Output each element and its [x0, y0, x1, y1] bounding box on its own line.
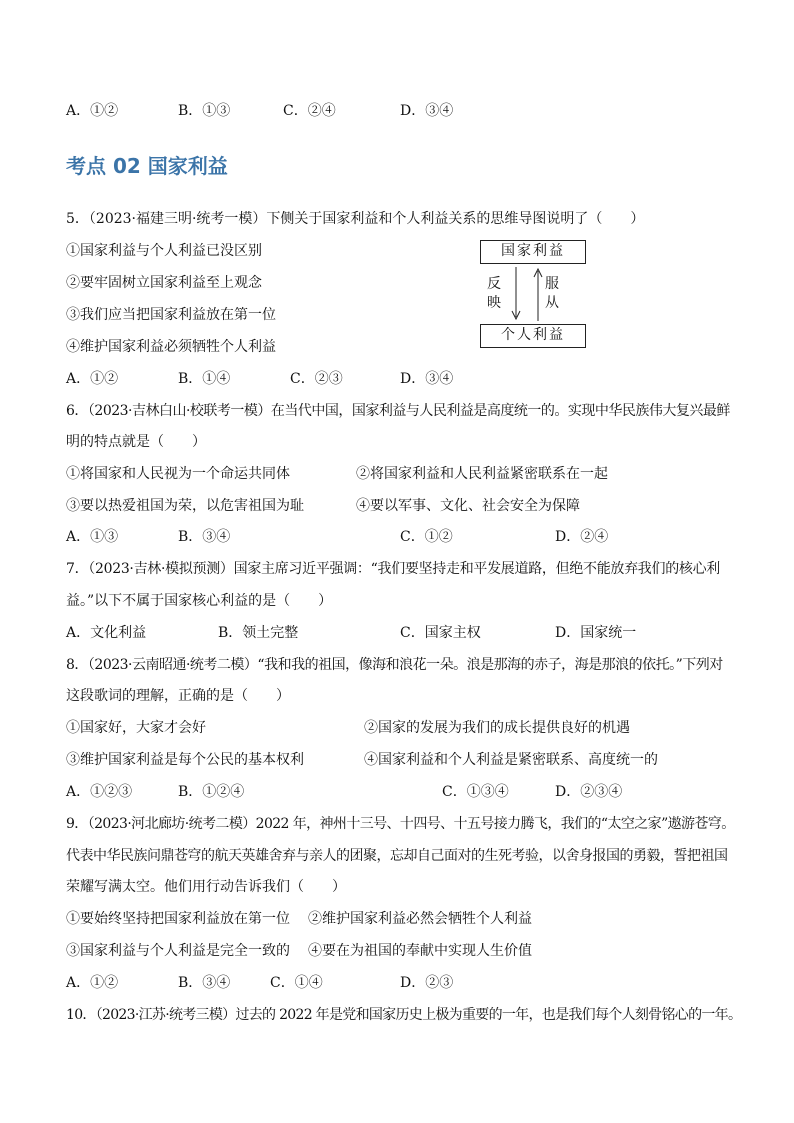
q6-item-3: ③要以热爱祖国为荣，以危害祖国为耻: [66, 498, 304, 514]
q9-option-b: B．③④: [178, 975, 231, 991]
diagram-arrows: [500, 265, 560, 323]
q5-item-1: ①国家利益与个人利益已没区别: [66, 243, 262, 259]
q8-stem-line2: 这段歌词的理解，正确的是（ ）: [66, 688, 290, 704]
q6-option-d: D．②④: [555, 529, 609, 545]
diagram-bottom-box: 个人利益: [480, 324, 586, 348]
q8-option-c: C．①③④: [442, 784, 509, 800]
q5-option-d: D．③④: [400, 371, 454, 387]
q7-option-b: B．领土完整: [218, 625, 299, 641]
q5-option-b: B．①④: [178, 371, 231, 387]
q9-option-d: D．②③: [400, 975, 454, 991]
q6-stem-line1: 6．（2023·吉林白山·校联考一模）在当代中国，国家利益与人民利益是高度统一的。实现中华民族伟大复兴最鲜: [66, 403, 730, 419]
q9-stem-line3: 荣耀写满太空。他们用行动告诉我们（ ）: [66, 879, 346, 895]
prev-option-a: A．①②: [66, 103, 119, 119]
q8-item-4: ④国家利益和个人利益是紧密联系、高度统一的: [364, 752, 658, 768]
section-heading: 考点 02 国家利益: [66, 154, 228, 178]
q7-option-d: D．国家统一: [555, 625, 637, 641]
prev-option-c: C．②④: [283, 103, 336, 119]
q9-item-2: ②维护国家利益必然会牺牲个人利益: [308, 911, 532, 927]
diagram-right-label: 服从: [545, 276, 559, 311]
q9-item-3: ③国家利益与个人利益是完全一致的: [66, 943, 290, 959]
q6-stem-line2: 明的特点就是（ ）: [66, 434, 206, 450]
q6-option-b: B．③④: [178, 529, 231, 545]
prev-option-d: D．③④: [400, 103, 454, 119]
q8-option-d: D．②③④: [555, 784, 623, 800]
diagram-top-box: 国家利益: [480, 240, 586, 264]
q8-item-1: ①国家好，大家才会好: [66, 720, 206, 736]
q9-stem-line2: 代表中华民族问鼎苍穹的航天英雄舍弃与亲人的团聚，忘却自己面对的生死考验，以舍身报国的勇毅，誓把祖国: [66, 848, 728, 864]
q6-option-a: A．①③: [66, 529, 119, 545]
q6-item-2: ②将国家利益和人民利益紧密联系在一起: [356, 466, 608, 482]
q5-item-3: ③我们应当把国家利益放在第一位: [66, 307, 276, 323]
q5-option-a: A．①②: [66, 371, 119, 387]
q9-stem-line1: 9．（2023·河北廊坊·统考二模）2022 年，神州十三号、十四号、十五号接力腾飞，我们的“太空之家”遨游苍穹。: [66, 816, 735, 832]
q6-item-1: ①将国家和人民视为一个命运共同体: [66, 466, 290, 482]
q7-option-c: C．国家主权: [400, 625, 481, 641]
q6-option-c: C．①②: [400, 529, 453, 545]
q9-item-4: ④要在为祖国的奉献中实现人生价值: [308, 943, 532, 959]
q7-stem-line2: 益。”以下不属于国家核心利益的是（ ）: [66, 593, 333, 609]
q7-option-a: A．文化利益: [66, 625, 147, 641]
diagram-left-label: 反映: [487, 276, 501, 311]
q8-item-2: ②国家的发展为我们的成长提供良好的机遇: [364, 720, 630, 736]
q8-option-a: A．①②③: [66, 784, 133, 800]
q9-item-1: ①要始终坚持把国家利益放在第一位: [66, 911, 290, 927]
prev-option-b: B．①③: [178, 103, 231, 119]
q5-item-4: ④维护国家利益必须牺牲个人利益: [66, 339, 276, 355]
q8-option-b: B．①②④: [178, 784, 245, 800]
q5-option-c: C．②③: [290, 371, 343, 387]
q10-stem-line1: 10．（2023·江苏·统考三模）过去的 2022 年是党和国家历史上极为重要的一年，也是我们每个人刻骨铭心的一年。: [66, 1007, 742, 1023]
q9-option-c: C．①④: [270, 975, 323, 991]
q7-stem-line1: 7．（2023·吉林·模拟预测）国家主席习近平强调：“我们要坚持走和平发展道路，但绝不能放弃我们的核心利: [66, 561, 720, 577]
q6-item-4: ④要以军事、文化、社会安全为保障: [356, 498, 580, 514]
q9-option-a: A．①②: [66, 975, 119, 991]
q8-item-3: ③维护国家利益是每个公民的基本权利: [66, 752, 304, 768]
q8-stem-line1: 8．（2023·云南昭通·统考二模）“我和我的祖国，像海和浪花一朵。浪是那海的赤子，海是那浪的依托。”下列对: [66, 657, 723, 673]
q5-stem: 5．（2023·福建三明·统考一模）下侧关于国家利益和个人利益关系的思维导图说明了（ ）: [66, 211, 645, 227]
q5-item-2: ②要牢固树立国家利益至上观念: [66, 275, 262, 291]
